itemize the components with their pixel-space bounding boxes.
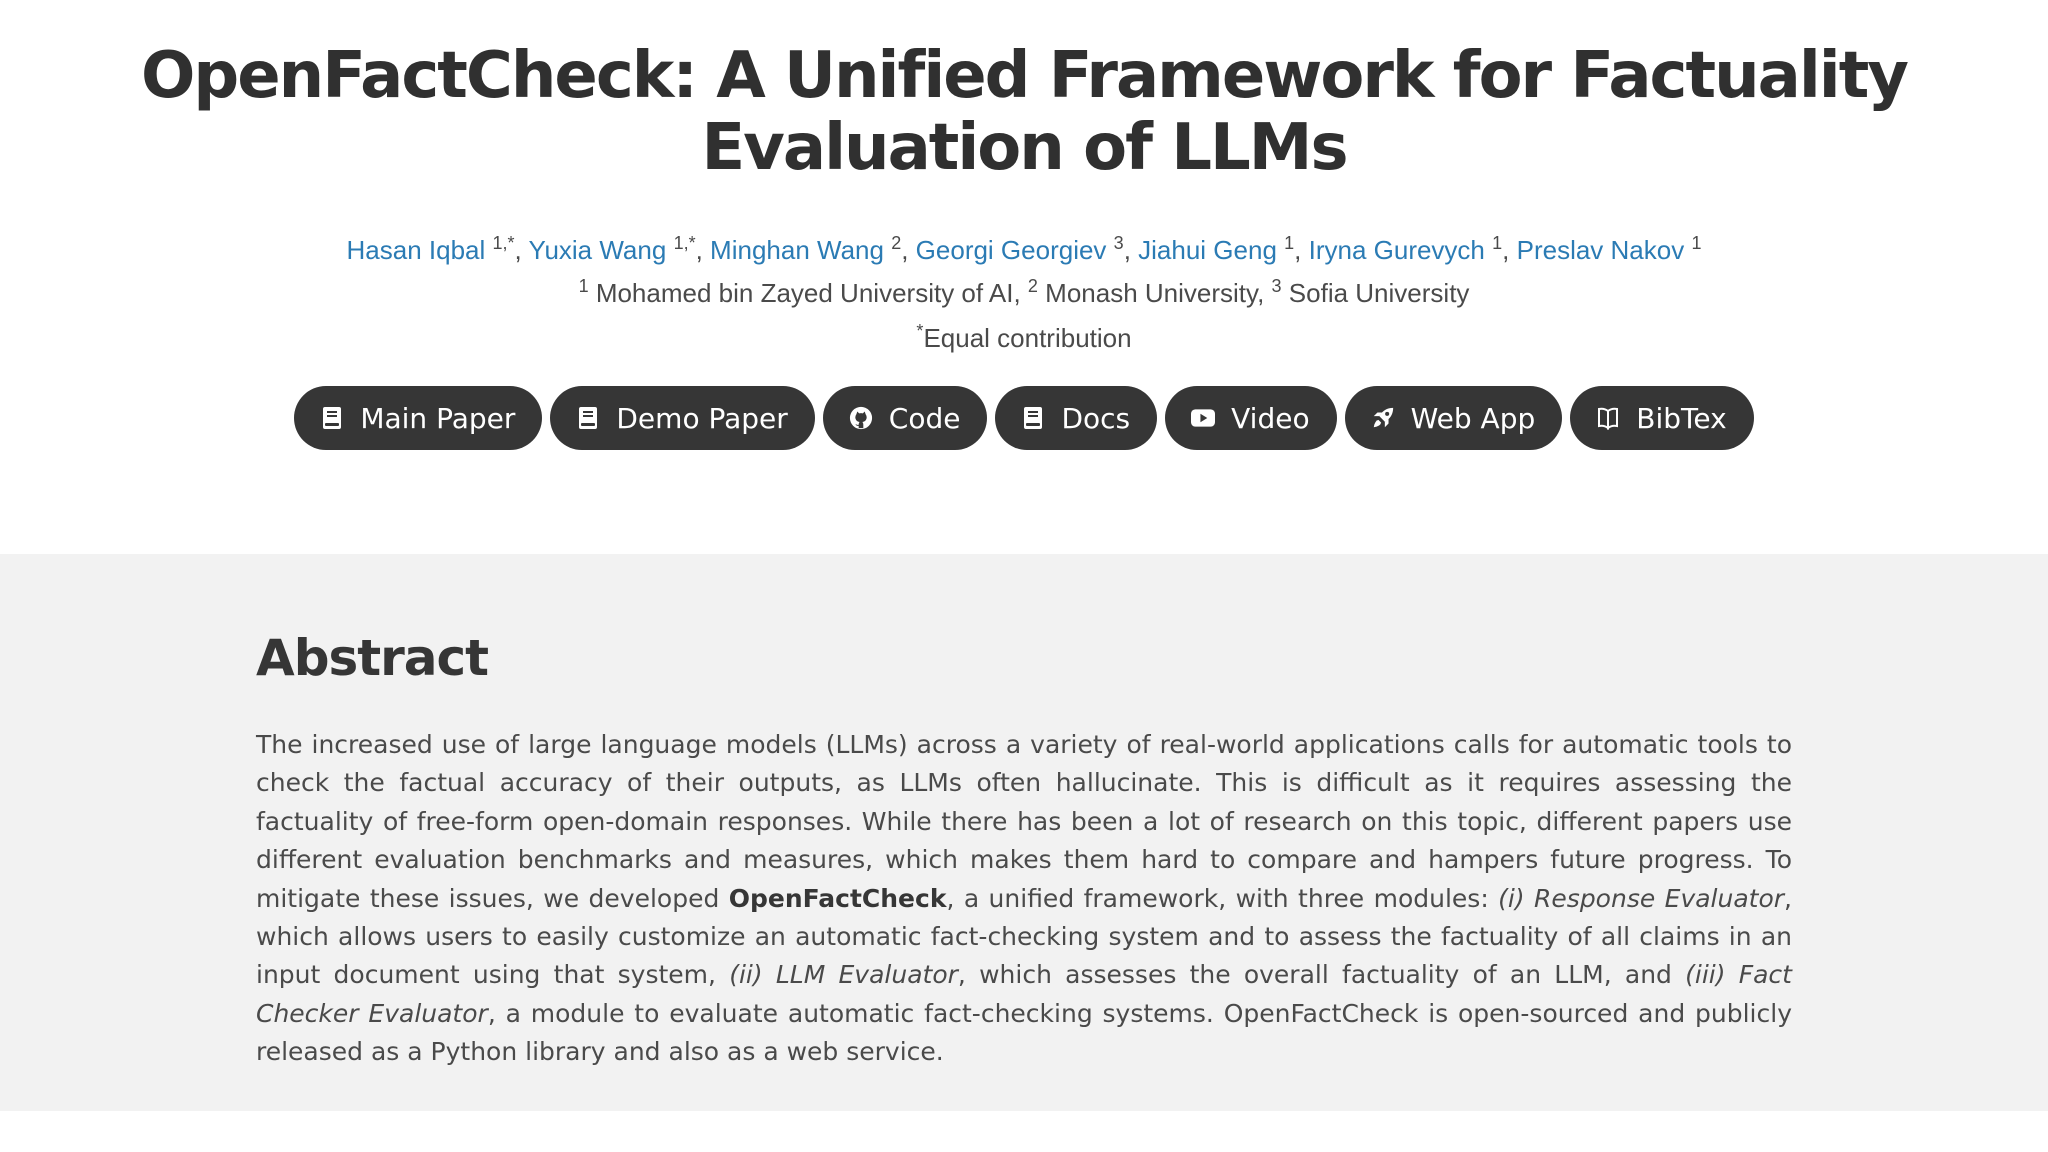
button-label: Web App [1410, 401, 1536, 435]
author-link[interactable]: Preslav Nakov [1516, 235, 1685, 265]
abstract-text-part: , a unified framework, with three modules: [946, 883, 1499, 913]
button-label: Demo Paper [616, 401, 788, 435]
abstract-text [256, 726, 1792, 1072]
abstract-text-part: , a module to evaluate automatic fact-checking systems. OpenFactCheck is open-sourced and publicly released as a Python library and also as a web service. [256, 998, 1792, 1067]
author-affiliation-mark: 3 [1113, 233, 1124, 253]
rocket-icon [1371, 406, 1395, 430]
web-app-button[interactable] [1345, 386, 1563, 450]
abstract-text-part: , which assesses the overall factuality of an LLM, and [957, 960, 1686, 990]
button-label: Video [1231, 401, 1310, 435]
abstract-text-part: , which allows users to easily customize an automatic fact-checking system and to assess the factuality of all claims in an input document using that system, [256, 883, 1792, 990]
bibtex-button[interactable] [1570, 386, 1753, 450]
link-buttons [0, 386, 2048, 450]
title-line-2: Evaluation of LLMs [701, 111, 1347, 185]
affiliation-name: Monash University [1045, 278, 1258, 308]
author-affiliation-mark: 1 [1691, 233, 1702, 253]
affiliation-mark: 2 [1027, 276, 1038, 296]
youtube-icon [1191, 406, 1215, 430]
page-title [0, 40, 2048, 184]
author-link[interactable]: Iryna Gurevych [1308, 235, 1485, 265]
equal-contribution-text: Equal contribution [923, 323, 1132, 353]
abstract-section [0, 554, 2048, 1111]
github-icon [849, 406, 873, 430]
author-link[interactable]: Minghan Wang [710, 235, 884, 265]
author-affiliation-mark: 1,* [673, 233, 696, 253]
affiliation-name: Sofia University [1288, 278, 1470, 308]
book-icon [576, 406, 600, 430]
main-paper-button[interactable] [294, 386, 542, 450]
abstract-emphasis-name: OpenFactCheck [728, 883, 947, 913]
affiliation-list: $^1$ Mohamed bin Zayed University of AI, $^2$ Monash University, $^3$ Sofia University [578, 276, 1470, 308]
abstract-heading: Abstract [256, 629, 489, 687]
button-label: Docs [1061, 401, 1131, 435]
affiliation-mark: 3 [1271, 276, 1282, 296]
abstract-module-name: (ii) LLM Evaluator [729, 960, 958, 990]
abstract-text-part: The increased use of large language models (LLMs) across a variety of real-world applications calls for automatic tools to check the factual accuracy of their outputs, as LLMs often hallucinate. This is difficult as it requires assessing the factuality of free-form open-domain responses. While there has been a lot of research on this topic, different papers use different evaluation benchmarks and measures, which makes them hard to compare and hampers future progress. To mitigate these issues, we developed [256, 730, 1792, 913]
docs-button[interactable] [995, 386, 1157, 450]
demo-paper-button[interactable] [550, 386, 814, 450]
button-label: Code [888, 401, 961, 435]
author-link[interactable]: Hasan Iqbal [346, 235, 486, 265]
equal-contribution-note [0, 318, 2048, 358]
author-affiliation-mark: 1 [1492, 233, 1503, 253]
title-line-1: OpenFactCheck: A Unified Framework for Factuality [141, 39, 1907, 113]
author-affiliation-mark: 1 [1284, 233, 1295, 253]
equal-contribution-mark: * [916, 321, 924, 341]
abstract-module-name: (iii) Fact Checker Evaluator [256, 960, 1792, 1028]
book-icon [1021, 406, 1045, 430]
author-affiliation-mark: 1,* [492, 233, 515, 253]
author-link[interactable]: Jiahui Geng [1138, 235, 1277, 265]
page-bottom [0, 1111, 2048, 1152]
hero-section [0, 0, 2048, 554]
open-book-icon [1596, 406, 1620, 430]
author-affiliation-mark: 2 [891, 233, 902, 253]
book-icon [320, 406, 344, 430]
button-label: Main Paper [360, 401, 516, 435]
code-button[interactable] [823, 386, 988, 450]
button-label: BibTex [1636, 401, 1727, 435]
author-link[interactable]: Yuxia Wang [528, 235, 667, 265]
affiliation-name: Mohamed bin Zayed University of AI [595, 278, 1014, 308]
affiliation-mark: 1 [578, 276, 589, 296]
author-link[interactable]: Georgi Georgiev [915, 235, 1107, 265]
video-button[interactable] [1165, 386, 1336, 450]
author-list: Hasan Iqbal $^{1,*}$, Yuxia Wang $^{1,*}$, Minghan Wang $^2$, Georgi Georgiev $^3$, Jiahui Geng $^1$, Iryna Gurevych $^1$, Preslav Nakov $^1$ [346, 233, 1702, 265]
abstract-module-name: (i) Response Evaluator [1498, 883, 1785, 913]
